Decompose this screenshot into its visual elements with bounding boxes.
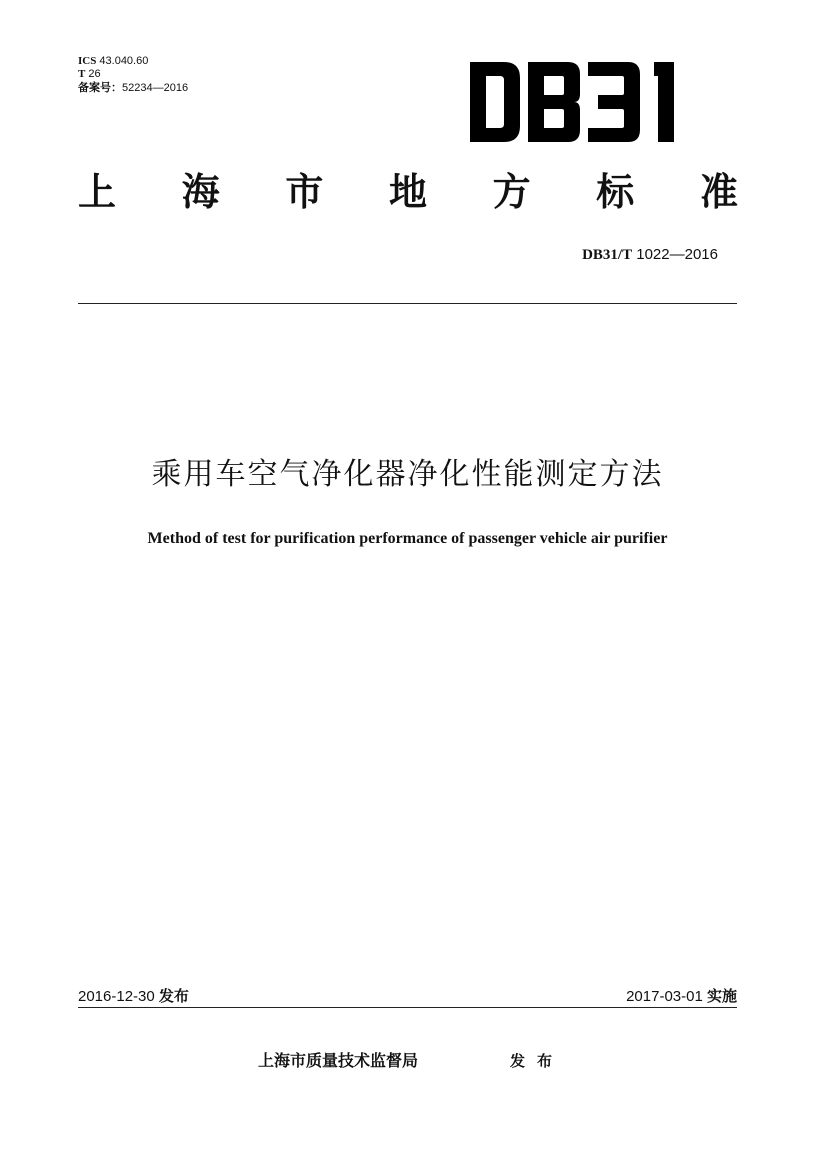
class-label: T (78, 68, 86, 80)
filing-label: 备案号： (78, 81, 122, 94)
class-value: 26 (88, 68, 101, 80)
ics-label: ICS (78, 55, 97, 67)
bottom-divider (78, 1007, 737, 1008)
org-char: 准 (699, 170, 738, 214)
ics-code (78, 55, 188, 68)
classification-code (78, 68, 188, 81)
standard-code-prefix: DB31/T (582, 247, 633, 263)
issue-label: 发布 (158, 987, 189, 1005)
filing-value: 52234—2016 (122, 82, 189, 94)
org-char: 方 (492, 170, 531, 214)
standard-code-number: 1022—2016 (636, 246, 718, 263)
org-char: 上 (78, 170, 117, 214)
implementation-date-value: 2017-03-01 (626, 988, 703, 1005)
implementation-date (626, 985, 737, 1006)
top-divider (78, 303, 737, 304)
org-char: 地 (388, 170, 427, 214)
filing-number (78, 81, 188, 95)
implementation-label: 实施 (706, 987, 737, 1005)
document-metadata (78, 55, 188, 95)
standard-code (582, 246, 718, 264)
organization-name (78, 168, 738, 216)
publish-label: 发布 (510, 1052, 565, 1070)
org-char: 海 (181, 170, 220, 214)
org-char: 市 (285, 170, 324, 214)
ics-value: 43.040.60 (99, 55, 149, 67)
db31-logo (470, 62, 690, 142)
title-english: Method of test for purification performance of passenger vehicle air purifier (147, 530, 668, 547)
issue-date (78, 985, 189, 1006)
title-chinese: 乘用车空气净化器净化性能测定方法 (151, 457, 664, 492)
org-char: 标 (596, 170, 635, 214)
issue-date-value: 2016-12-30 (78, 988, 155, 1005)
publisher-name: 上海市质量技术监督局 (258, 1051, 419, 1070)
